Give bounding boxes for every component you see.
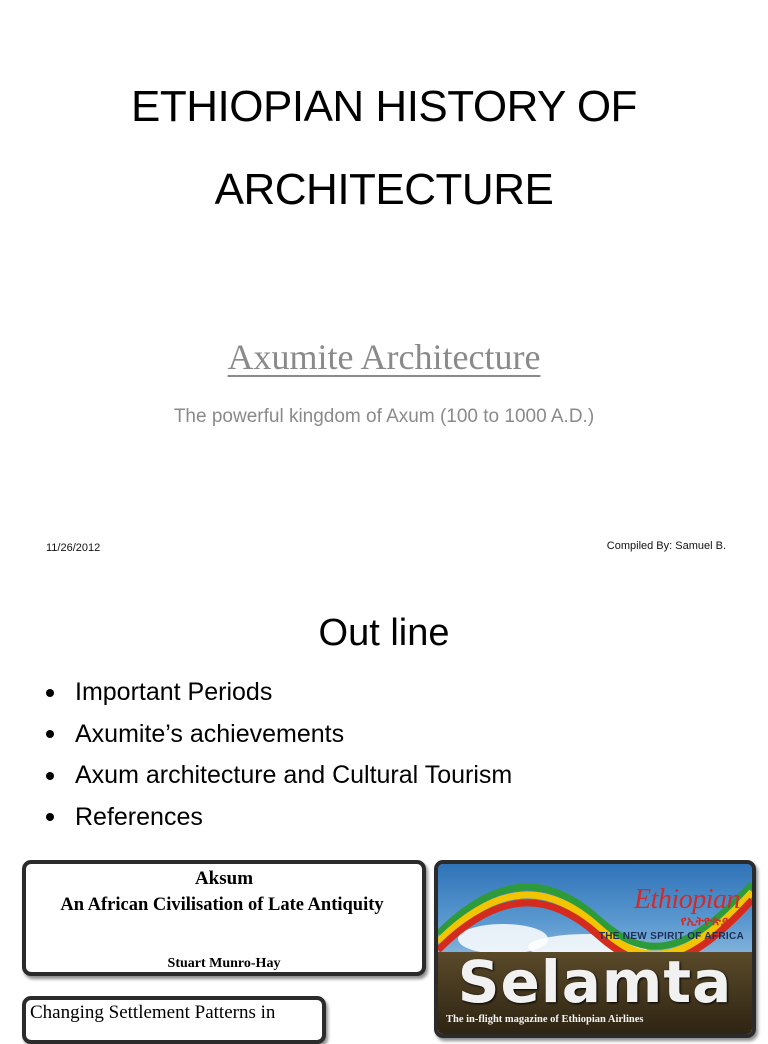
list-item-text: Axum architecture and Cultural Tourism bbox=[75, 761, 513, 789]
bullet-icon bbox=[46, 689, 54, 697]
book-subtitle: An African Civilisation of Late Antiquity bbox=[60, 895, 384, 915]
slide-subtitle bbox=[0, 336, 768, 378]
outline-slide bbox=[0, 590, 768, 1024]
list-item-text: Axumite’s achievements bbox=[75, 719, 345, 748]
book-title: Changing Settlement Patterns in bbox=[30, 1002, 276, 1023]
ethiopian-logo-amharic: የኢትዮጵያ bbox=[680, 914, 728, 928]
book-author: Stuart Munro-Hay bbox=[167, 956, 281, 971]
slide-date: 11/26/2012 bbox=[46, 542, 101, 554]
bullet-icon bbox=[46, 813, 54, 821]
bullet-icon bbox=[46, 730, 54, 738]
outline-list bbox=[46, 672, 512, 838]
magazine-name: Selamta bbox=[457, 948, 733, 1016]
slide-title-line-1: ETHIOPIAN HISTORY OF bbox=[131, 82, 637, 131]
book-cover-settlement bbox=[22, 996, 326, 1044]
list-item bbox=[46, 755, 512, 797]
list-item bbox=[46, 714, 512, 756]
bullet-icon bbox=[46, 772, 54, 780]
ethiopian-logo: Ethiopian bbox=[634, 884, 740, 915]
magazine-caption: The in-flight magazine of Ethiopian Airlines bbox=[446, 1014, 644, 1025]
book-cover-aksum bbox=[22, 860, 426, 976]
outline-title: Out line bbox=[318, 612, 450, 654]
list-item bbox=[46, 797, 512, 839]
list-item-text: Important Periods bbox=[75, 678, 273, 706]
book-title: Aksum bbox=[194, 868, 254, 889]
compiled-by: Compiled By: Samuel B. bbox=[606, 540, 726, 552]
list-item-text: References bbox=[75, 802, 203, 831]
slide-title-line-2: ARCHITECTURE bbox=[214, 165, 554, 214]
slide-tagline: The powerful kingdom of Axum (100 to 1000 A.D.) bbox=[173, 406, 595, 427]
subtitle-text: Axumite Architecture bbox=[227, 337, 541, 377]
list-item bbox=[46, 672, 512, 714]
magazine-slogan: THE NEW SPIRIT OF AFRICA bbox=[598, 931, 744, 942]
magazine-cover-selamta bbox=[434, 860, 756, 1038]
